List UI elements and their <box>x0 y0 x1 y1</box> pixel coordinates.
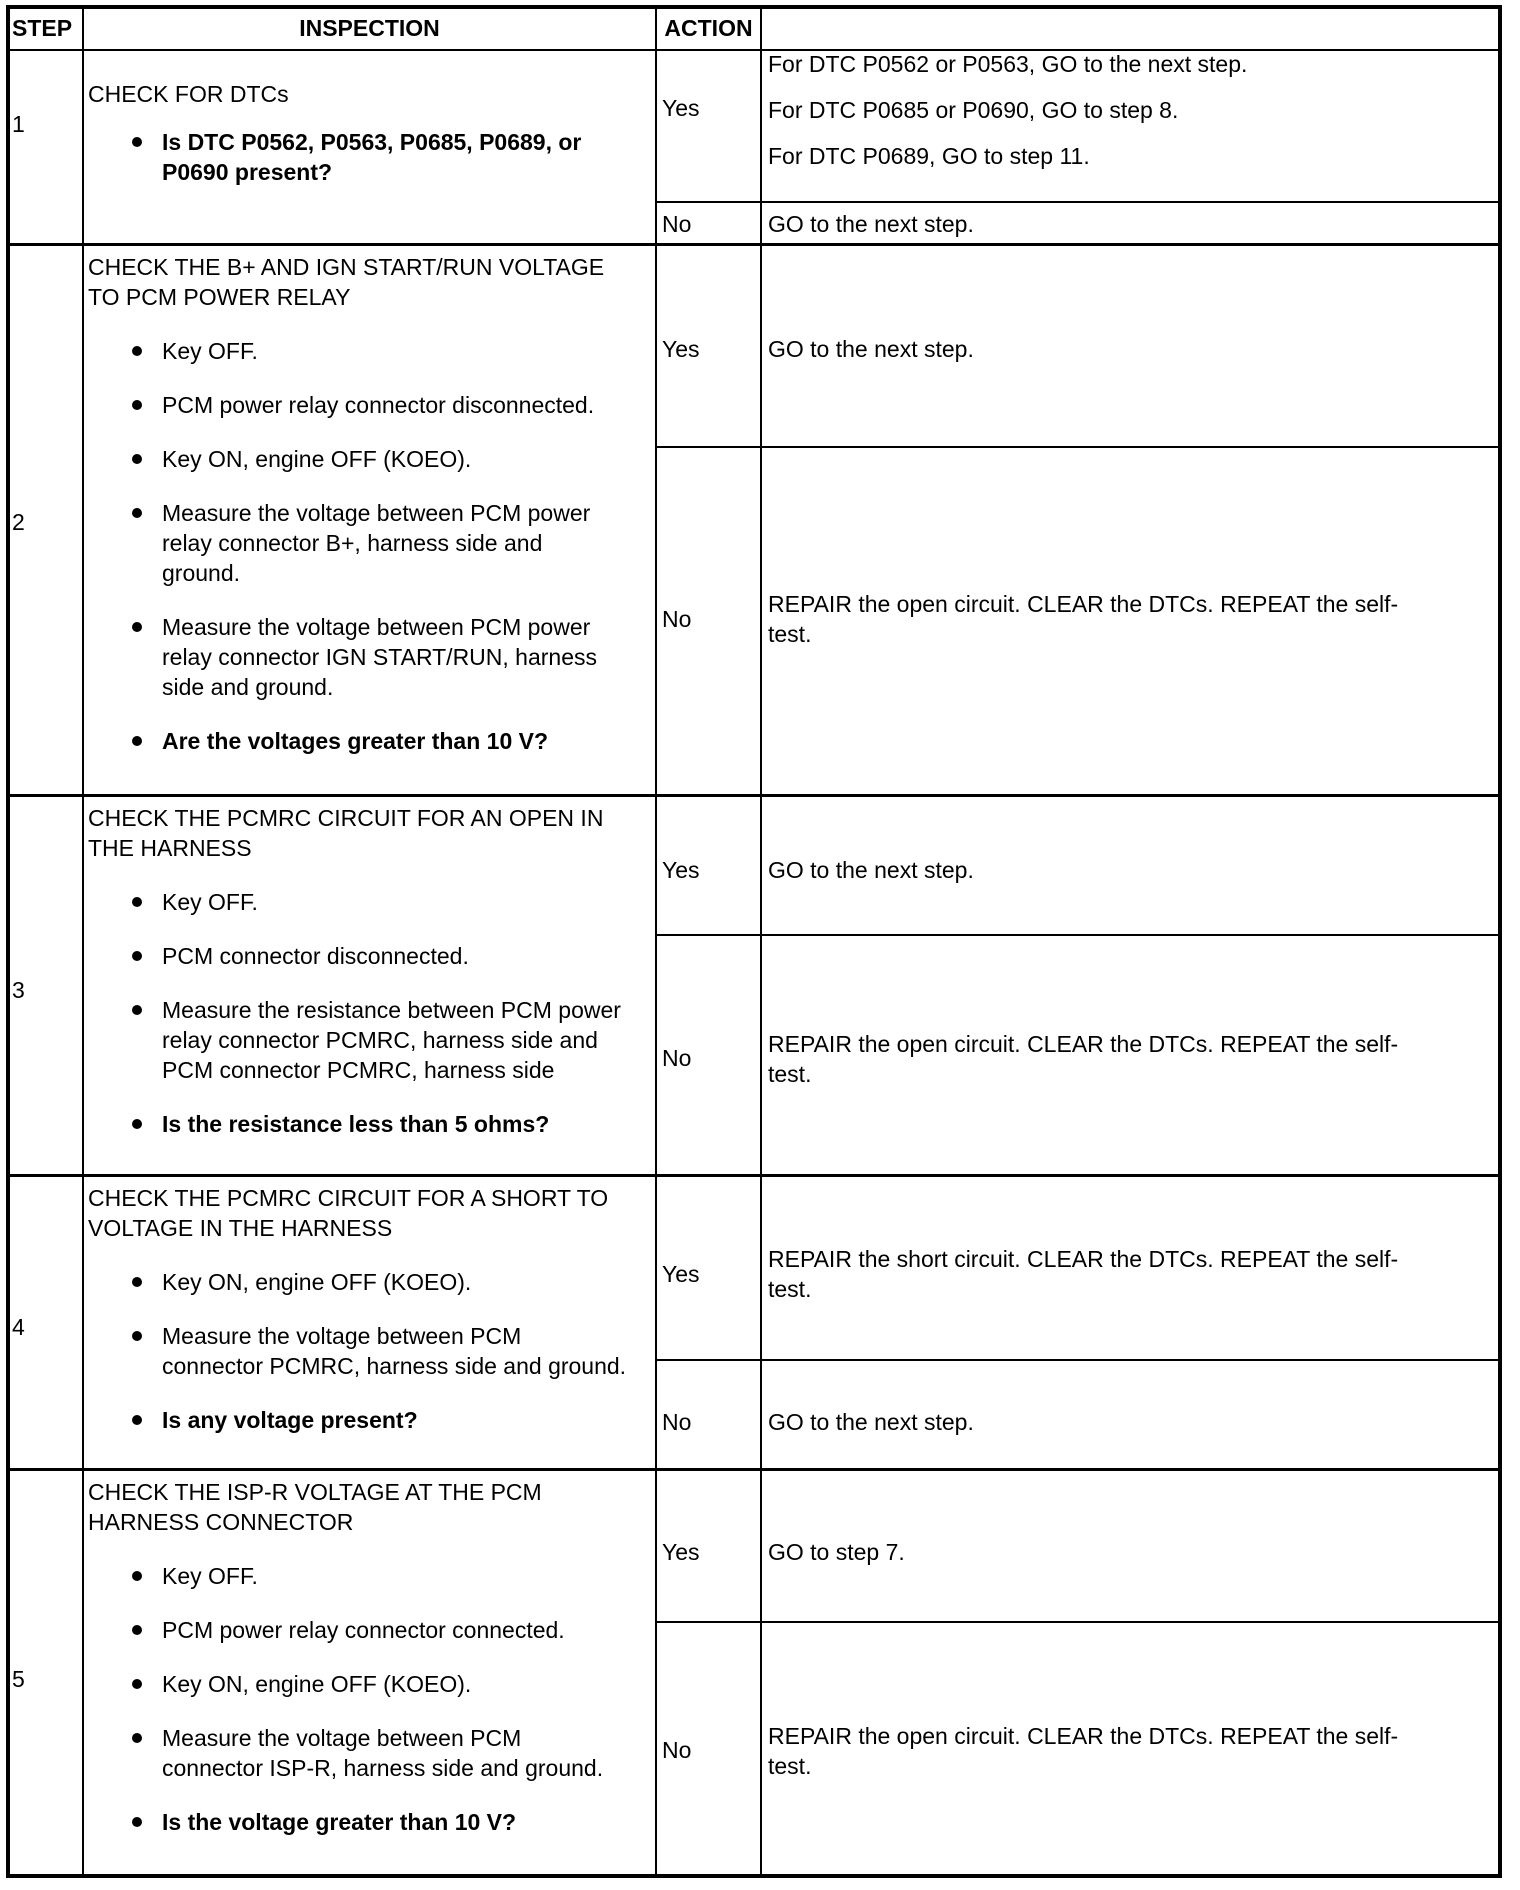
no-label: No <box>662 606 692 632</box>
step-number: 1 <box>12 111 25 137</box>
split-step4 <box>655 1359 1498 1361</box>
yes-label: Yes <box>662 1539 700 1565</box>
no-action: GO to the next step. <box>768 211 974 237</box>
yes-action-line: For DTC P0689, GO to step 11. <box>768 143 1090 169</box>
inspection-bullet: Key ON, engine OFF (KOEO). <box>88 444 613 474</box>
yes-action: GO to the next step. <box>768 857 974 883</box>
yes-action-line: For DTC P0685 or P0690, GO to step 8. <box>768 97 1179 123</box>
inspection-bullet: Measure the voltage between PCM connector PCMRC, harness side and ground. <box>88 1321 628 1381</box>
step-number: 3 <box>12 977 25 1003</box>
header-inspection: INSPECTION <box>299 15 440 41</box>
no-label: No <box>662 211 692 237</box>
col-divider-step <box>82 9 84 1874</box>
inspection-bullet: Key OFF. <box>88 336 613 366</box>
inspection-cell <box>88 79 648 187</box>
step-number: 2 <box>12 509 25 535</box>
no-action: GO to the next step. <box>768 1409 974 1435</box>
row-divider-step1 <box>10 243 1498 246</box>
inspection-bullet: Measure the voltage between PCM power relay connector IGN START/RUN, harness side and ground. <box>88 612 613 702</box>
inspection-title: CHECK THE PCMRC CIRCUIT FOR A SHORT TO VOLTAGE IN THE HARNESS <box>88 1185 609 1241</box>
col-divider-inspection <box>655 9 657 1874</box>
yes-action: GO to the next step. <box>768 336 974 362</box>
header-step: STEP <box>12 15 73 41</box>
yes-label: Yes <box>662 95 700 121</box>
inspection-title: CHECK FOR DTCs <box>88 81 289 107</box>
diagnostic-table <box>6 5 1502 1878</box>
inspection-bullet: Key OFF. <box>88 1561 628 1591</box>
row-divider-step3 <box>10 1174 1498 1177</box>
step-number: 4 <box>12 1314 25 1340</box>
inspection-bullet: Key OFF. <box>88 887 628 917</box>
inspection-question: Is DTC P0562, P0563, P0685, P0689, or P0690 present? <box>88 127 648 187</box>
inspection-question: Are the voltages greater than 10 V? <box>88 726 613 756</box>
inspection-bullet: Measure the resistance between PCM power relay connector PCMRC, harness side and PCM connector PCMRC, harness side <box>88 995 628 1085</box>
yes-action: GO to step 7. <box>768 1539 905 1565</box>
inspection-bullets <box>88 1561 628 1837</box>
no-label: No <box>662 1045 692 1071</box>
no-label: No <box>662 1737 692 1763</box>
col-divider-action <box>760 9 762 1874</box>
inspection-question: Is the voltage greater than 10 V? <box>88 1807 628 1837</box>
inspection-title: CHECK THE B+ AND IGN START/RUN VOLTAGE TO PCM POWER RELAY <box>88 254 605 310</box>
yes-label: Yes <box>662 1261 700 1287</box>
inspection-title: CHECK THE PCMRC CIRCUIT FOR AN OPEN IN THE HARNESS <box>88 805 604 861</box>
inspection-bullet: Key ON, engine OFF (KOEO). <box>88 1267 628 1297</box>
split-step2 <box>655 446 1498 448</box>
inspection-bullet: PCM connector disconnected. <box>88 941 628 971</box>
inspection-bullet: Key ON, engine OFF (KOEO). <box>88 1669 628 1699</box>
split-step5 <box>655 1621 1498 1623</box>
header-action: ACTION <box>664 15 753 41</box>
inspection-bullet: Measure the voltage between PCM connector ISP-R, harness side and ground. <box>88 1723 628 1783</box>
inspection-bullets <box>88 1267 628 1435</box>
inspection-cell <box>88 1183 628 1435</box>
row-divider-step4 <box>10 1468 1498 1471</box>
yes-action-line: For DTC P0562 or P0563, GO to the next step. <box>768 51 1248 77</box>
no-label: No <box>662 1409 692 1435</box>
inspection-cell <box>88 252 613 756</box>
no-action: REPAIR the open circuit. CLEAR the DTCs. REPEAT the self-test. <box>768 591 1399 647</box>
inspection-cell <box>88 1477 628 1837</box>
inspection-bullets <box>88 336 613 756</box>
inspection-bullet: PCM power relay connector connected. <box>88 1615 628 1645</box>
split-step3 <box>655 934 1498 936</box>
inspection-title: CHECK THE ISP-R VOLTAGE AT THE PCM HARNESS CONNECTOR <box>88 1479 542 1535</box>
inspection-question: Is any voltage present? <box>88 1405 628 1435</box>
no-action: REPAIR the open circuit. CLEAR the DTCs. REPEAT the self-test. <box>768 1031 1399 1087</box>
no-action: REPAIR the open circuit. CLEAR the DTCs. REPEAT the self-test. <box>768 1723 1399 1779</box>
split-step1 <box>655 201 1498 203</box>
yes-label: Yes <box>662 857 700 883</box>
step-number: 5 <box>12 1666 25 1692</box>
inspection-bullet: Measure the voltage between PCM power relay connector B+, harness side and ground. <box>88 498 613 588</box>
yes-action <box>768 49 1488 171</box>
yes-action: REPAIR the short circuit. CLEAR the DTCs. REPEAT the self-test. <box>768 1246 1399 1302</box>
inspection-bullets <box>88 127 648 187</box>
inspection-question: Is the resistance less than 5 ohms? <box>88 1109 628 1139</box>
inspection-cell <box>88 803 628 1139</box>
row-divider-step2 <box>10 794 1498 797</box>
inspection-bullet: PCM power relay connector disconnected. <box>88 390 613 420</box>
yes-label: Yes <box>662 336 700 362</box>
inspection-bullets <box>88 887 628 1139</box>
